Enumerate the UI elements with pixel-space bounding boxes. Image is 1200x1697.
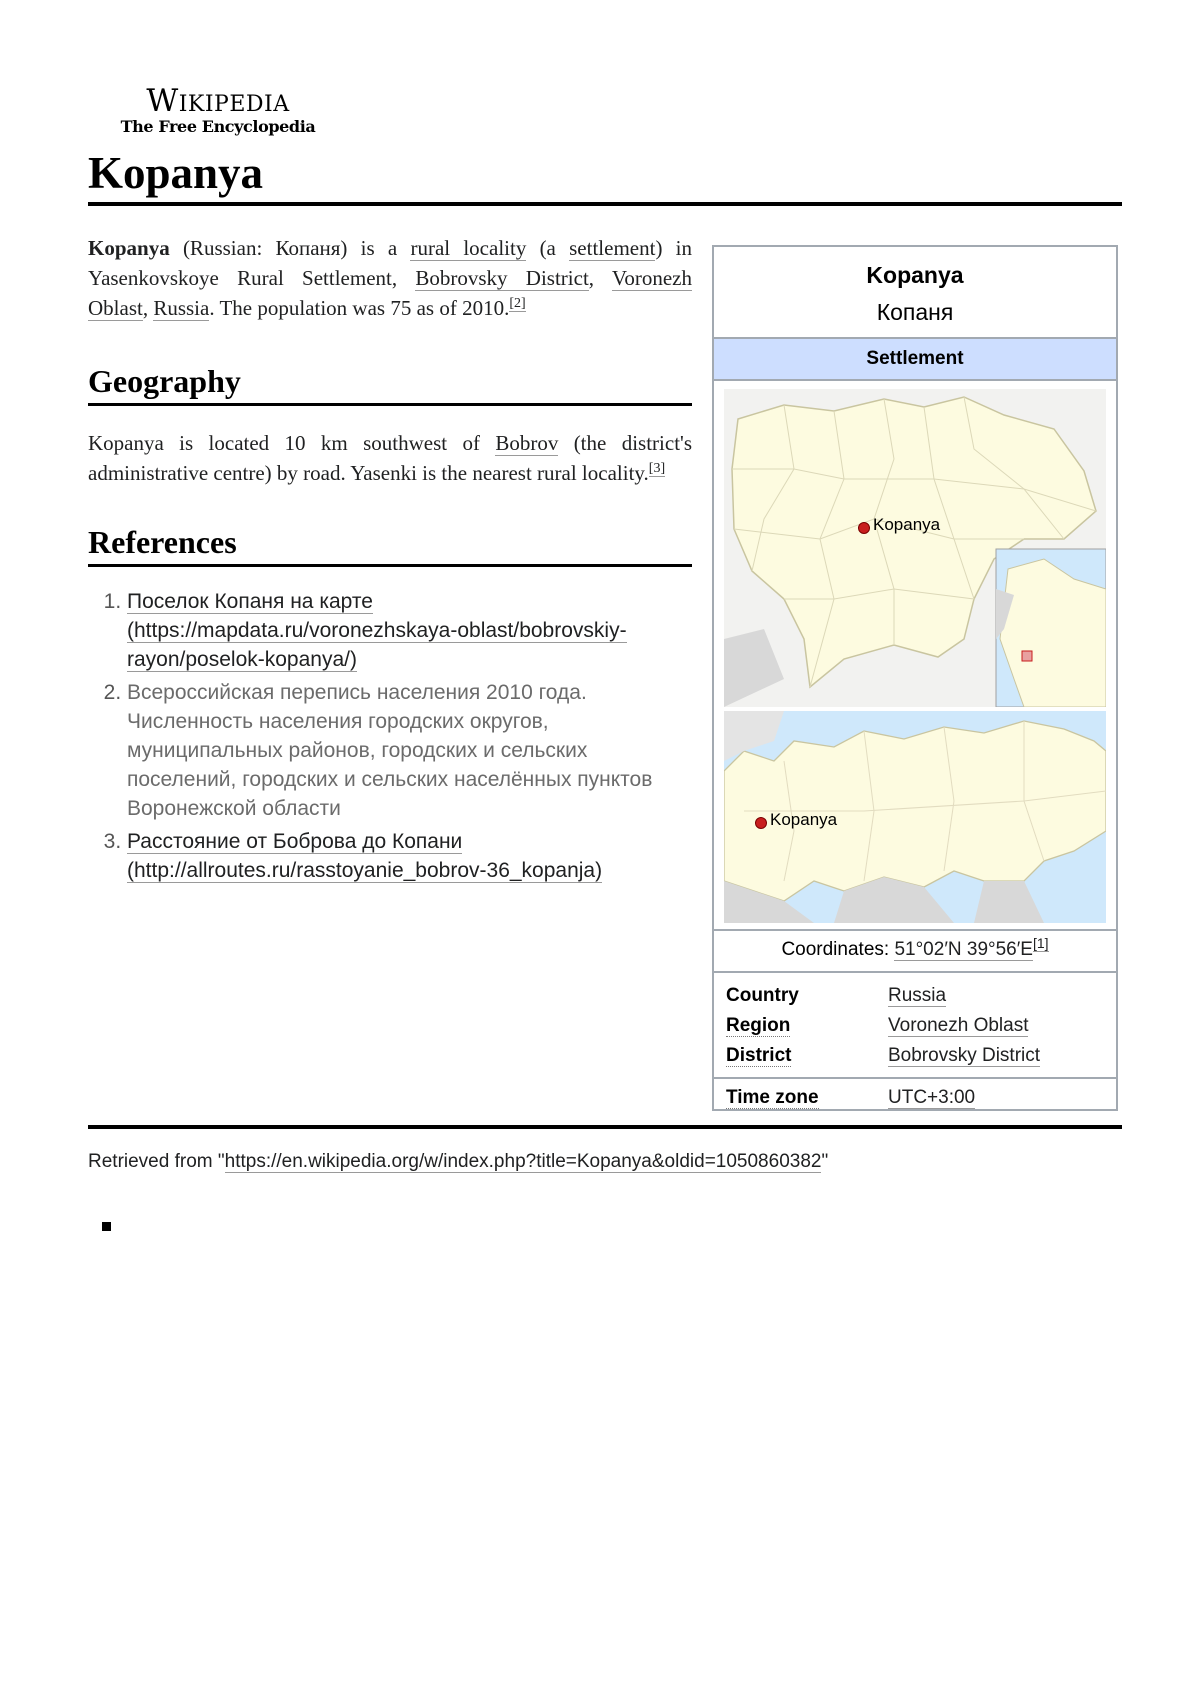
reference-link-3[interactable]: Расстояние от Боброва до Копани (http://allroutes.ru/rasstoyanie_bobrov-36_kopanja) xyxy=(127,830,603,882)
heading-geography: Geography xyxy=(88,361,692,406)
intro-text-6: . The population was 75 as of 2010. xyxy=(209,296,510,320)
infobox-divider xyxy=(714,379,1116,381)
coordinates-link[interactable]: 51°02′N 39°56′E xyxy=(894,939,1033,960)
link-rural-locality[interactable]: rural locality xyxy=(410,236,527,260)
russia-location-map[interactable] xyxy=(724,711,1106,923)
reference-item xyxy=(127,678,692,823)
infobox-divider xyxy=(714,1077,1116,1079)
oblast-location-map[interactable] xyxy=(724,389,1106,707)
infobox-row-country xyxy=(714,981,1116,1011)
ref-3-link[interactable]: [3] xyxy=(648,461,666,476)
intro-paragraph xyxy=(88,233,692,323)
heading-references: References xyxy=(88,522,692,567)
infobox-rows xyxy=(714,973,1116,1113)
intro-text-3: ) in Yasenkovskoye Rural Settlement, xyxy=(88,236,693,290)
list-bullet xyxy=(102,1222,111,1231)
link-voronezh-oblast[interactable]: Voronezh Oblast xyxy=(88,266,692,320)
infobox xyxy=(712,245,1118,1111)
infobox-native-name: Копаня xyxy=(876,299,954,325)
ref-2-link[interactable]: [2] xyxy=(509,296,526,311)
infobox-name: Kopanya xyxy=(866,262,964,288)
russia-map-label: Kopanya xyxy=(770,810,838,829)
reference-link-1[interactable]: Поселок Копаня на карте (https://mapdata.ru/voronezhskaya-oblast/bobrovskiy-rayon/poselok-kopanya/) xyxy=(127,590,627,671)
link-bobrovsky-district[interactable]: Bobrovsky District xyxy=(415,266,589,290)
intro-text-4: , xyxy=(588,266,612,290)
row-value-link[interactable]: Bobrovsky District xyxy=(888,1045,1041,1066)
coords-ref-link[interactable]: [1] xyxy=(1032,934,1049,951)
wikipedia-logo[interactable] xyxy=(118,84,318,136)
footer-divider xyxy=(88,1125,1122,1129)
coordinates-label: Coordinates: xyxy=(781,939,895,960)
row-label[interactable]: District xyxy=(726,1045,792,1066)
reference-text-2: Всероссийская перепись населения 2010 года. Численность населения городских округов, муниципальных районов, городских и сельских поселений, городских и сельских населённых пунктов Воронежской области xyxy=(127,681,653,820)
retrieved-suffix: " xyxy=(821,1151,829,1172)
references-list xyxy=(88,587,692,885)
link-bobrov[interactable]: Bobrov xyxy=(495,431,559,455)
row-label[interactable]: Region xyxy=(726,1015,791,1036)
intro-bold-name: Kopanya xyxy=(88,236,170,260)
article-body xyxy=(88,233,692,889)
geography-text-2: (the district's administrative centre) by road. Yasenki is the nearest rural locality. xyxy=(88,431,692,485)
geography-text-1: Kopanya is located 10 km southwest of xyxy=(88,431,496,455)
row-value-link[interactable]: Voronezh Oblast xyxy=(888,1015,1029,1036)
link-settlement[interactable]: settlement xyxy=(569,236,656,260)
infobox-coordinates xyxy=(714,931,1116,965)
logo-wordmark: Wikipedia xyxy=(146,83,290,119)
row-label: Country xyxy=(726,985,799,1006)
reference-item xyxy=(127,827,692,885)
oblast-map-graphic xyxy=(724,389,1106,707)
intro-text-5: , xyxy=(142,296,154,320)
row-value-link[interactable]: Russia xyxy=(888,985,947,1006)
infobox-row-timezone xyxy=(714,1083,1116,1113)
reference-item xyxy=(127,587,692,674)
retrieved-prefix: Retrieved from " xyxy=(88,1151,225,1172)
oblast-map-label: Kopanya xyxy=(873,515,941,534)
ref-3-sup xyxy=(649,461,665,477)
logo-tagline: The Free Encyclopedia xyxy=(120,117,316,136)
row-label[interactable]: Time zone xyxy=(726,1087,819,1108)
row-value-link[interactable]: UTC+3:00 xyxy=(888,1087,976,1108)
retrieved-from xyxy=(88,1150,828,1174)
intro-text-2: (a xyxy=(526,236,570,260)
infobox-type-band: Settlement xyxy=(714,339,1116,379)
link-russia[interactable]: Russia xyxy=(153,296,210,320)
retrieved-url-link[interactable]: https://en.wikipedia.org/w/index.php?title=Kopanya&oldid=1050860382 xyxy=(224,1151,822,1172)
geography-paragraph xyxy=(88,428,692,488)
coords-ref-sup xyxy=(1033,935,1049,952)
infobox-row-district xyxy=(714,1041,1116,1071)
ref-2-sup xyxy=(509,296,525,312)
infobox-row-region xyxy=(714,1011,1116,1041)
intro-text-1: (Russian: Копаня) is a xyxy=(169,236,411,260)
page-title: Kopanya xyxy=(88,146,1122,206)
